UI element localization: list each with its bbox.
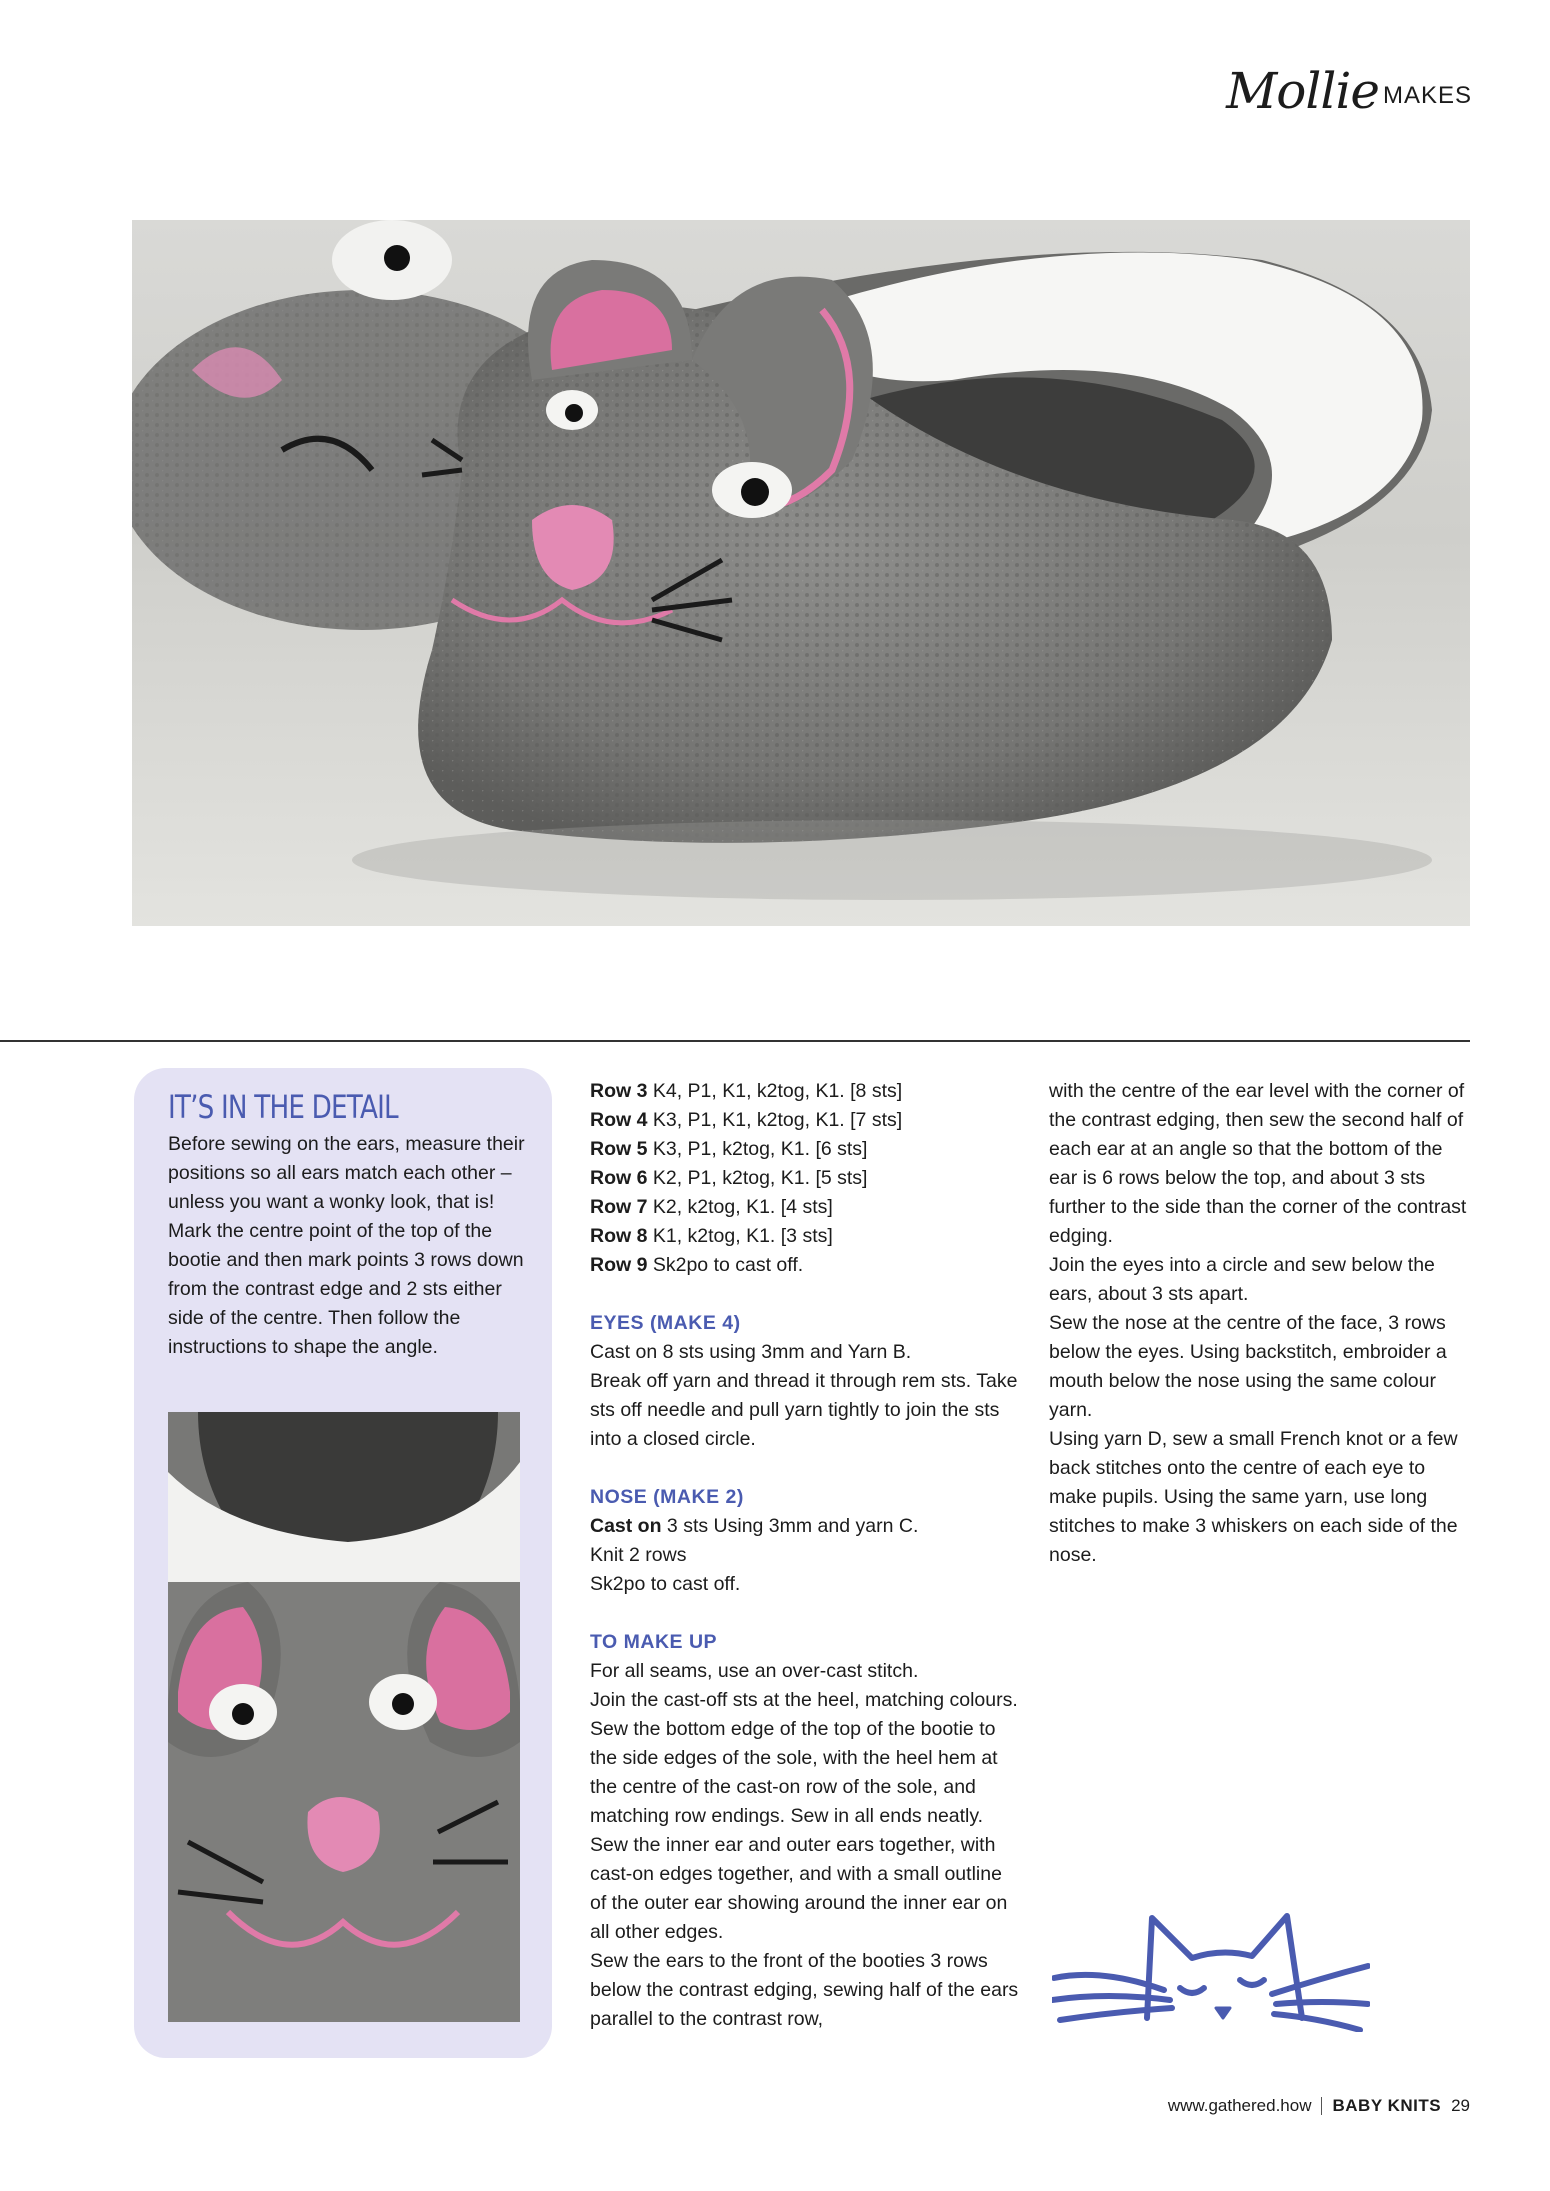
- page-footer: [1168, 2096, 1470, 2116]
- footer-magazine: BABY KNITS: [1332, 2096, 1442, 2115]
- pattern-row: Row 7 K2, k2tog, K1. [4 sts]: [590, 1196, 833, 1218]
- nose-heading: NOSE (MAKE 2): [590, 1486, 744, 1508]
- make-up-paragraph: Sew the inner ear and outer ears together, with cast-on edges together, and with a small outline of the outer ear showing around the inner ear on all other edges.: [590, 1834, 1008, 1943]
- make-up-heading: TO MAKE UP: [590, 1631, 718, 1653]
- cat-face-icon: [1052, 1908, 1370, 2032]
- pattern-row: Row 5 K3, P1, k2tog, K1. [6 sts]: [590, 1138, 868, 1160]
- make-up-paragraph: Using yarn D, sew a small French knot or a few back stitches onto the centre of each eye to make pupils. Using the same yarn, use long stitches to make 3 whiskers on each side of the nose.: [1049, 1428, 1458, 1566]
- make-up-paragraph: Join the cast-off sts at the heel, matching colours. Sew the bottom edge of the top of the bootie to the side edges of the sole, with the heel hem at the centre of the cast-on row of the sole, and matching row endings. Sew in all ends neatly.: [590, 1689, 1018, 1827]
- footer-separator: [1321, 2097, 1322, 2115]
- make-up-paragraph: Sew the ears to the front of the booties 3 rows below the contrast edging, sewing half of the ears parallel to the contrast row,: [590, 1950, 1019, 2030]
- instructions-column-2: [590, 1077, 1020, 2034]
- make-up-paragraph: Sew the nose at the centre of the face, 3 rows below the eyes. Using backstitch, embroider a mouth below the nose using the same colour yarn.: [1049, 1312, 1447, 1421]
- brand-word: MAKES: [1382, 82, 1472, 109]
- pattern-row: Row 3 K4, P1, K1, k2tog, K1. [8 sts]: [590, 1080, 903, 1102]
- pattern-row: Row 8 K1, k2tog, K1. [3 sts]: [590, 1225, 833, 1247]
- instructions-column-3: [1049, 1077, 1474, 1570]
- nose-line: Sk2po to cast off.: [590, 1573, 741, 1595]
- brand-logo: [1226, 60, 1472, 120]
- nose-cast-on: Cast on 3 sts Using 3mm and yarn C.: [590, 1515, 919, 1537]
- sidebar-text: Before sewing on the ears, measure their positions so all ears match each other – unless you want a wonky look, that is! Mark the centre point of the top of the bootie and then mark points 3 rows down from the contrast edge and 2 sts either side of the centre. Then follow the instructions to shape the angle.: [168, 1133, 525, 1358]
- pattern-row: Row 6 K2, P1, k2tog, K1. [5 sts]: [590, 1167, 868, 1189]
- sidebar-title: IT’S IN THE DETAIL: [168, 1088, 398, 1126]
- footer-url: www.gathered.how: [1167, 2096, 1312, 2115]
- page-number: 29: [1451, 2096, 1470, 2115]
- eyes-heading: EYES (MAKE 4): [590, 1312, 741, 1334]
- brand-script: Mollie: [1226, 62, 1379, 120]
- nose-line: Knit 2 rows: [590, 1544, 687, 1566]
- make-up-paragraph: Join the eyes into a circle and sew below the ears, about 3 sts apart.: [1049, 1254, 1435, 1305]
- hero-photo: [132, 220, 1470, 926]
- eyes-line: Break off yarn and thread it through rem sts. Take sts off needle and pull yarn tightly to join the sts into a closed circle.: [590, 1370, 1018, 1450]
- section-divider: [0, 1040, 1470, 1042]
- detail-photo: [168, 1412, 520, 2022]
- make-up-paragraph: For all seams, use an over-cast stitch.: [590, 1660, 919, 1682]
- mouse-slippers-illustration: [132, 220, 1470, 926]
- pattern-row: Row 4 K3, P1, K1, k2tog, K1. [7 sts]: [590, 1109, 903, 1131]
- pattern-row: Row 9 Sk2po to cast off.: [590, 1254, 804, 1276]
- mouse-face-closeup-illustration: [168, 1412, 520, 2022]
- make-up-paragraph: with the centre of the ear level with the corner of the contrast edging, then sew the second half of each ear at an angle so that the bottom of the ear is 6 rows below the top, and about 3 sts further to the side than the corner of the contrast edging.: [1049, 1080, 1467, 1247]
- eyes-line: Cast on 8 sts using 3mm and Yarn B.: [590, 1341, 912, 1363]
